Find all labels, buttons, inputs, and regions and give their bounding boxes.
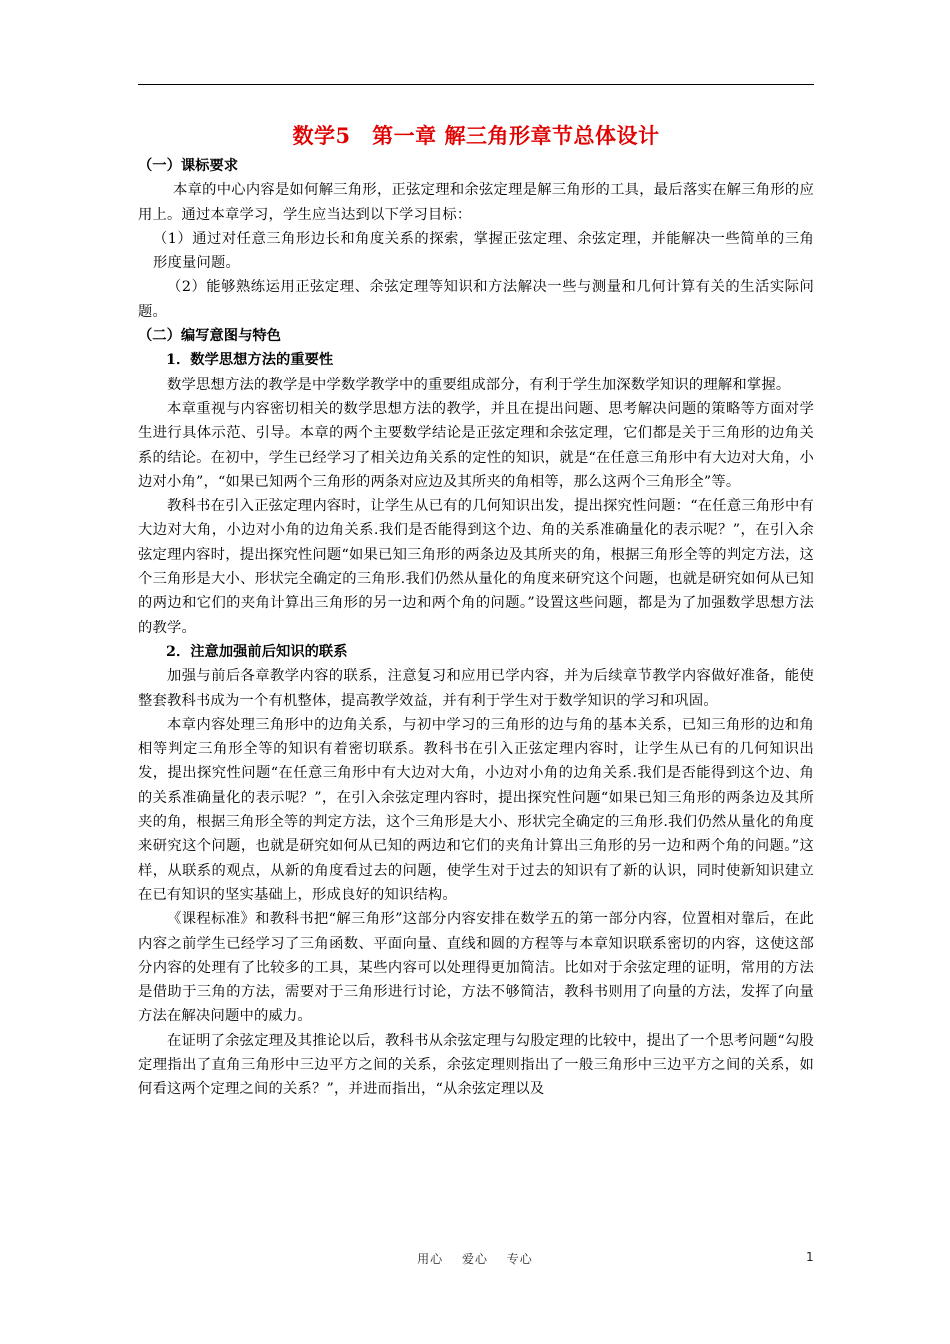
paragraph: 数学思想方法的教学是中学数学教学中的重要组成部分，有利于学生加深数学知识的理解和掌握。 xyxy=(167,376,791,393)
paragraph-goal-1: （1）通过对任意三角形边长和角度关系的探索，掌握正弦定理、余弦定理，并能解决一些简单的三角形度量问题。 xyxy=(153,230,814,272)
paragraph: 本章内容处理三角形中的边角关系，与初中学习的三角形的边与角的基本关系，已知三角形的边和角相等判定三角形全等的知识有着密切联系。教科书在引入正弦定理内容时，让学生从已有的几何知识出发，提出探究性问题“在任意三角形中有大边对大角，小边对小角的边角关系.我们是否能得到这个边、角的关系准确量化的表示呢？”，在引入余弦定理内容时，提出探究性问题“如果已知三角形的两条边及其所夹的角，根据三角形全等的判定方法，这个三角形是大小、形状完全确定的三角形.我们仍然从量化的角度来研究这个问题，也就是研究如何从已知的两边和它们的夹角计算出三角形的另一边和两个角的问题。”这样，从联系的观点，从新的角度看过去的问题，使学生对于过去的知识有了新的认识，同时使新知识建立在已有知识的坚实基础上，形成良好的知识结构。 xyxy=(138,716,814,903)
document-title: 数学5 第一章 解三角形章节总体设计 xyxy=(292,123,660,148)
footer-slogan: 用心 爱心 专心 xyxy=(417,1252,533,1266)
paragraph: 《课程标准》和教科书把“解三角形”这部分内容安排在数学五的第一部分内容，位置相对靠后，在此内容之前学生已经学习了三角函数、平面向量、直线和圆的方程等与本章知识联系密切的内容，这使这部分内容的处理有了比较多的工具，某些内容可以处理得更加简洁。比如对于余弦定理的证明，常用的方法是借助于三角的方法，需要对于三角形进行讨论，方法不够简洁，教科书则用了向量的方法，发挥了向量方法在解决问题中的威力。 xyxy=(138,911,814,1025)
paragraph: 本章重视与内容密切相关的数学思想方法的教学，并且在提出问题、思考解决问题的策略等方面对学生进行具体示范、引导。本章的两个主要数学结论是正弦定理和余弦定理，它们都是关于三角形的边角关系的结论。在初中，学生已经学习了相关边角关系的定性的知识，就是“在任意三角形中有大边对大角，小边对小角”，“如果已知两个三角形的两条对应边及其所夹的角相等，那么这两个三角形全”等。 xyxy=(138,400,814,490)
page-footer xyxy=(0,1250,950,1270)
page-number: 1 xyxy=(806,1250,814,1264)
paragraph: 加强与前后各章教学内容的联系，注意复习和应用已学内容，并为后续章节教学内容做好准备，能使整套教科书成为一个有机整体，提高教学效益，并有利于学生对于数学知识的学习和巩固。 xyxy=(138,668,814,709)
paragraph-goal-2: （2）能够熟练运用正弦定理、余弦定理等知识和方法解决一些与测量和几何计算有关的生活实际问题。 xyxy=(138,279,814,320)
paragraph: 本章的中心内容是如何解三角形，正弦定理和余弦定理是解三角形的工具，最后落实在解三角形的应用上。通过本章学习，学生应当达到以下学习目标： xyxy=(138,182,814,223)
section-heading-curriculum: （一）课标要求 xyxy=(138,158,239,174)
paragraph: 在证明了余弦定理及其推论以后，教科书从余弦定理与勾股定理的比较中，提出了一个思考问题“勾股定理指出了直角三角形中三边平方之间的关系，余弦定理则指出了一般三角形中三边平方之间的关系，如何看这两个定理之间的关系？”，并进而指出，“从余弦定理以及 xyxy=(138,1032,814,1098)
section-heading-design: （二）编写意图与特色 xyxy=(138,328,281,345)
header-rule xyxy=(138,84,814,85)
subsection-heading-methods: 1．数学思想方法的重要性 xyxy=(166,352,334,369)
subsection-heading-connections: 2．注意加强前后知识的联系 xyxy=(166,643,348,660)
document-body xyxy=(138,118,814,1102)
paragraph: 教科书在引入正弦定理内容时，让学生从已有的几何知识出发，提出探究性问题：“在任意三角形中有大边对大角，小边对小角的边角关系.我们是否能得到这个边、角的关系准确量化的表示呢？”，在引入余弦定理内容时，提出探究性问题“如果已知三角形的两条边及其所夹的角，根据三角形全等的判定方法，这个三角形是大小、形状完全确定的三角形.我们仍然从量化的角度来研究这个问题，也就是研究如何从已知的两边和它们的夹角计算出三角形的另一边和两个角的问题。”设置这些问题，都是为了加强数学思想方法的教学。 xyxy=(138,498,814,636)
